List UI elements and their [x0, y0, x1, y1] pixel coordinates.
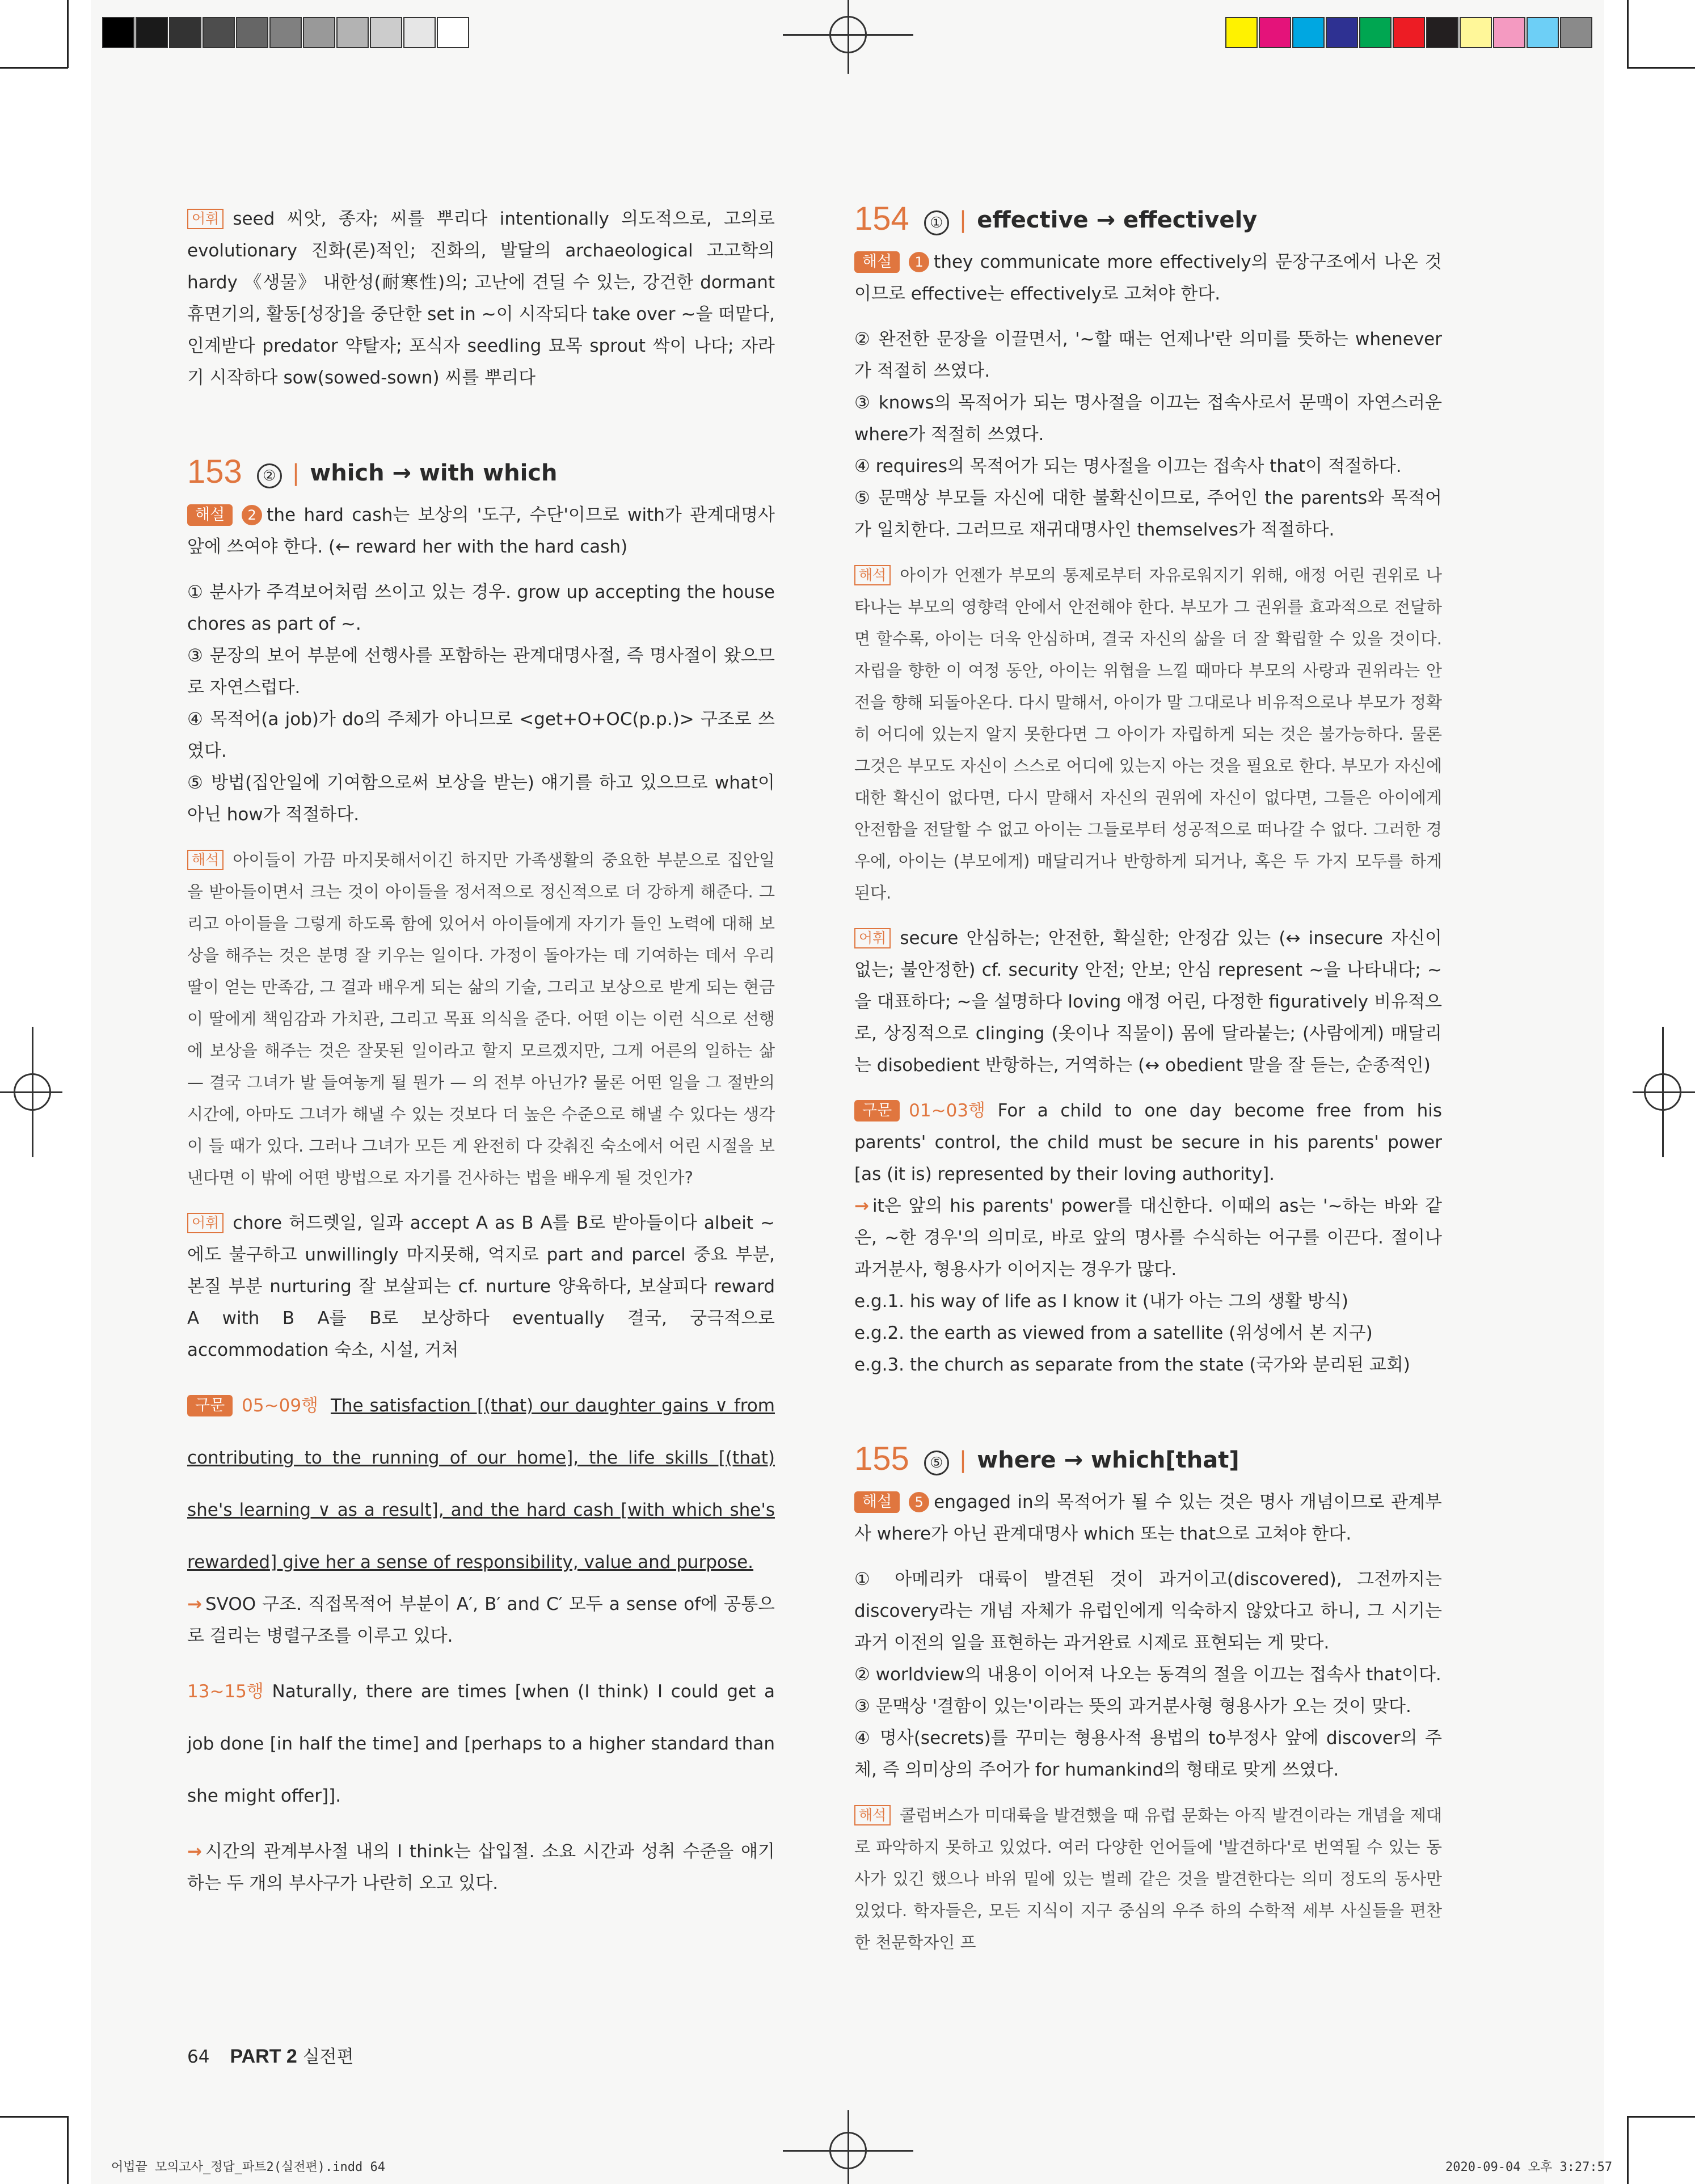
explain-number: 2 [242, 505, 262, 525]
question-number: 155 [854, 1440, 909, 1477]
line-range: 01~03행 [909, 1101, 985, 1121]
color-swatch [136, 17, 168, 48]
vocab-text: secure 안심하는; 안전한, 확실한; 안정감 있는 (↔ insecure 자신이 없는; 불안정한) cf. security 안전; 안보; 안심 represent ~을 나타내다; ~을 대표하다; ~을 설명하다 loving 애정 어린, 다정한 figuratively 비유적으로, 상징적으로 clinging (옷이나 직물이) 몸에 달라붙는; (사람에게) 매달리는 disobedient 반항하는, 거역하는 (↔ obedient 말을 잘 듣는, 순종적인) [854, 928, 1442, 1076]
color-swatch [1359, 17, 1392, 48]
crop-mark [1627, 2116, 1695, 2118]
syntax-note-text: 시간의 관계부사절 내의 I think는 삽입절. 소요 시간과 성취 수준을 얘기하는 두 개의 부사구가 나란히 오고 있다. [187, 1841, 775, 1894]
question-number: 154 [854, 200, 909, 237]
registration-line [847, 2110, 849, 2184]
point-item: ① 분사가 주격보어처럼 쓰이고 있는 경우. grow up accepting the house chores as part of ~. [187, 582, 775, 634]
syntax-analysis [187, 1666, 775, 1822]
translate-text: 아이들이 가끔 마지못해서이긴 하지만 가족생활의 중요한 부분으로 집안일을 받아들이면서 크는 것이 아이들을 정서적으로 정신적으로 더 강하게 해준다. 그리고 아이들을 그렇게 하도록 함에 있어서 아이들에게 자기가 들인 노력에 대해 보상을 해주는 것은 분명 잘 키우는 일이다. 가정이 돌아가는 데 기여하는 데서 우리 딸이 얻는 만족감, 그 결과 배우게 되는 삶의 기술, 그리고 보상으로 받게 되는 현금이 딸에게 책임감과 가치관, 그리고 목표 의식을 준다. 어떤 이는 이런 식으로 선행에 보상을 해주는 것은 잘못된 일이라고 할지 모르겠지만, 그게 어른의 일하는 삶 — 결국 그녀가 발 들여놓게 될 뭔가 — 의 전부 아닌가? 물론 어떤 일을 그 절반의 시간에, 아마도 그녀가 해낼 수 있는 것보다 더 높은 수준으로 해낼 수 있다는 생각이 들 때가 있다. 그러나 그녀가 모든 게 완전히 다 갖춰진 숙소에서 어린 시절을 보낸다면 이 밖에 어떤 방법으로 자기를 건사하는 법을 배우게 될 것인가? [187, 850, 775, 1187]
example-item: e.g.3. the church as separate from the state (국가와 분리된 교회) [854, 1355, 1410, 1375]
syntax-note-text: SVOO 구조. 직접목적어 부분이 A′, B′ and C′ 모두 a sense of에 공통으로 걸리는 병렬구조를 이루고 있다. [187, 1594, 775, 1646]
question-number: 153 [187, 453, 242, 490]
registration-line [0, 1091, 62, 1093]
point-item: ④ requires의 목적어가 되는 명사절을 이끄는 접속사 that이 적절하다. [854, 456, 1402, 477]
question-header-153 [187, 453, 775, 490]
translation [854, 559, 1442, 909]
point-item: ③ 문맥상 '결함이 있는'이라는 뜻의 과거분사형 형용사가 오는 것이 맞다. [854, 1696, 1411, 1717]
question-title: which → with which [310, 460, 558, 486]
translate-text: 콜럼버스가 미대륙을 발견했을 때 유럽 문화는 아직 발견이라는 개념을 제대로 파악하지 못하고 있었다. 여러 다양한 언어들에 '발견하다'로 번역될 수 있는 동사가 있긴 했으나 바위 밑에 있는 벌레 같은 것을 발견한다는 의미 정도의 동사만 있었다. 학자들은, 모든 지식이 지구 중심의 우주 하의 수학적 세부 사실들을 편찬한 천문학자인 프 [854, 1806, 1442, 1952]
registration-line [32, 1027, 33, 1157]
point-item: ④ 명사(secrets)를 꾸미는 형용사적 용법의 to부정사 앞에 discover의 주체, 즉 의미상의 주어가 for humankind의 형태로 맞게 쓰였다. [854, 1728, 1442, 1780]
color-swatch [1292, 17, 1325, 48]
point-item: ③ 문장의 보어 부분에 선행사를 포함하는 관계대명사절, 즉 명사절이 왔으므로 자연스럽다. [187, 646, 775, 698]
vocab-block [187, 1207, 775, 1366]
point-item: ⑤ 문맥상 부모들 자신에 대한 불확신이므로, 주어인 the parents와 목적어가 일치한다. 그러므로 재귀대명사인 themselves가 적절하다. [854, 488, 1442, 540]
vocab-tag: 어휘 [854, 928, 891, 948]
translate-tag: 해석 [854, 565, 891, 585]
color-swatch [370, 17, 402, 48]
syntax-sentence: The satisfaction [(that) our daughter gains ∨ from contributing to the running of our home], the life skills [(that) she's learning ∨ as a result], and the hard cash [with which she's rewarded] give her a sense of responsibility, value and purpose. [187, 1395, 775, 1572]
syntax-note [187, 1836, 775, 1899]
answer-circle: ① [924, 210, 949, 235]
point-item: ② 완전한 문장을 이끌면서, '~할 때는 언제나'란 의미를 뜻하는 whenever가 적절히 쓰였다. [854, 329, 1442, 381]
vocab-block [187, 203, 775, 394]
line-range: 05~09행 [242, 1395, 318, 1416]
point-item: ⑤ 방법(집안일에 기여함으로써 보상을 받는) 얘기를 하고 있으므로 what이 아닌 how가 적절하다. [187, 773, 775, 825]
example-item: e.g.1. his way of life as I know it (내가 아는 그의 생활 방식) [854, 1291, 1348, 1312]
point-item: ② worldview의 내용이 이어져 나오는 동격의 절을 이끄는 접속사 that이다. [854, 1664, 1441, 1685]
color-swatch [1259, 17, 1291, 48]
color-swatch [203, 17, 235, 48]
color-swatch [169, 17, 201, 48]
syntax-sentence: For a child to one day become free from his parents' control, the child must be secure in his parents' power [as (it is) represented by their loving authority]. [854, 1101, 1443, 1184]
explanation [187, 499, 775, 563]
divider-bar: | [959, 1447, 967, 1473]
arrow-icon: → [187, 1594, 202, 1614]
syntax-note [187, 1588, 775, 1652]
arrow-icon: → [854, 1196, 869, 1216]
color-swatch [1426, 17, 1458, 48]
example-item: e.g.2. the earth as viewed from a satellite (위성에서 본 지구) [854, 1323, 1373, 1343]
syntax-tag: 구문 [187, 1395, 233, 1416]
slug-timestamp: 2020-09-04 오후 3:27:57 [1445, 2160, 1613, 2174]
syntax-note [854, 1190, 1442, 1285]
question-title: where → which[that] [977, 1447, 1239, 1473]
divider-bar: | [959, 207, 967, 233]
part-label: PART 2 [230, 2046, 297, 2067]
crop-mark [1627, 67, 1695, 69]
registration-line [1662, 1027, 1664, 1157]
crop-mark [1627, 2116, 1629, 2184]
color-swatch [236, 17, 268, 48]
registration-line [847, 0, 849, 74]
color-swatch [1225, 17, 1258, 48]
vocab-tag: 어휘 [187, 209, 224, 229]
page-footer [187, 2042, 354, 2068]
syntax-analysis [854, 1095, 1442, 1190]
syntax-tag: 구문 [854, 1100, 900, 1121]
vocab-text: seed 씨앗, 종자; 씨를 뿌리다 intentionally 의도적으로, 고의로 evolutionary 진화(론)적인; 진화의, 발달의 archaeological 고고학의 hardy 《생물》 내한성(耐寒性)의; 고난에 견딜 수 있는, 강건한 dormant 휴면기의, 활동[성장]을 중단한 set in ~이 시작되다 take over ~을 떠맡다, 인계받다 predator 약탈자; 포식자 seedling 묘목 sprout 싹이 나다; 자라기 시작하다 sow(sowed-sown) 씨를 뿌리다 [187, 209, 775, 388]
syntax-sentence: Naturally, there are times [when (I think) I could get a job done [in half the time] and [perhaps to a higher standard than she might offer]]. [187, 1681, 775, 1806]
explain-number: 5 [909, 1492, 929, 1512]
vocab-tag: 어휘 [187, 1213, 224, 1233]
explanation [854, 1486, 1442, 1550]
color-swatch [1460, 17, 1492, 48]
crop-mark [1627, 0, 1629, 68]
arrow-icon: → [187, 1841, 202, 1862]
color-swatch [1493, 17, 1525, 48]
divider-bar: | [292, 460, 300, 486]
syntax-analysis [187, 1380, 775, 1588]
question-header-155 [854, 1440, 1442, 1477]
point-item: ① 아메리카 대륙이 발견된 것이 과거이고(discovered), 그전까지는 discovery라는 개념 자체가 유럽인에게 익숙하지 않았다고 하니, 그 시기는 과거 이전의 일을 표현하는 과거완료 시제로 표현되는 게 맞다. [854, 1569, 1442, 1653]
color-swatch [1393, 17, 1425, 48]
explain-tag: 해설 [854, 1491, 900, 1513]
right-column [854, 200, 1443, 1958]
color-swatch [403, 17, 436, 48]
translate-tag: 해석 [187, 850, 224, 870]
crop-mark [0, 2116, 68, 2118]
color-swatch [1326, 17, 1358, 48]
crop-mark [0, 67, 68, 69]
translation [187, 844, 775, 1194]
point-item: ④ 목적어(a job)가 do의 주체가 아니므로 <get+O+OC(p.p.)> 구조로 쓰였다. [187, 709, 775, 761]
slug-file-info: 어법끝 모의고사_정답_파트2(실전편).indd 64 [111, 2160, 385, 2174]
part-name: 실전편 [302, 2047, 354, 2067]
crop-mark [67, 2116, 69, 2184]
color-swatch [1527, 17, 1559, 48]
explain-number: 1 [909, 252, 929, 272]
explain-tag: 해설 [854, 251, 900, 273]
explain-text: the hard cash는 보상의 '도구, 수단'이므로 with가 관계대명사 앞에 쓰여야 한다. (← reward her with the hard cash) [187, 505, 775, 557]
vocab-text: chore 허드렛일, 일과 accept A as B A를 B로 받아들이다 albeit ~에도 불구하고 unwillingly 마지못해, 억지로 part and parcel 중요 부분, 본질 부분 nurturing 잘 보살피는 cf. nurture 양육하다, 보살피다 reward A with B A를 B로 보상하다 eventually 결국, 궁극적으로 accommodation 숙소, 시설, 거처 [187, 1213, 775, 1360]
explain-text: they communicate more effectively의 문장구조에서 나온 것이므로 effective는 effectively로 고쳐야 한다. [854, 252, 1442, 304]
syntax-note-text: it은 앞의 his parents' power를 대신한다. 이때의 as는 '~하는 바와 같은, ~한 경우'의 의미로, 바로 앞의 명사를 수식하는 어구를 이끈다. 절이나 과거분사, 형용사가 이어지는 경우가 많다. [854, 1196, 1442, 1280]
question-title: effective → effectively [977, 207, 1258, 233]
crop-mark [67, 0, 69, 68]
translate-text: 아이가 언젠가 부모의 통제로부터 자유로워지기 위해, 애정 어린 권위로 나타나는 부모의 영향력 안에서 안전해야 한다. 부모가 그 권위를 효과적으로 전달하면 할수록, 아이는 더욱 안심하며, 결국 자신의 삶을 더 잘 확립할 수 있을 것이다. 자립을 향한 이 여정 동안, 아이는 위협을 느낄 때마다 부모의 사랑과 권위라는 안전을 향해 되돌아온다. 다시 말해서, 아이가 말 그대로나 비유적으로나 부모가 정확히 어디에 있는지 알지 못한다면 그 아이가 자립하게 되는 것은 불가능하다. 물론 그것은 부모도 자신이 스스로 어디에 있는지 아는 것을 필요로 한다. 부모가 자신에 대한 확신이 없다면, 다시 말해서 자신의 권위에 자신이 없다면, 그들은 아이에게 안전함을 전달할 수 없고 아이는 그들로부터 성공적으로 떠나갈 수 없다. 그러한 경우에, 아이는 (부모에게) 매달리거나 반항하게 되거나, 혹은 두 가지 모두를 하게 된다. [854, 566, 1442, 903]
color-swatch [437, 17, 469, 48]
question-header-154 [854, 200, 1442, 237]
color-swatch [303, 17, 335, 48]
translate-tag: 해석 [854, 1805, 891, 1825]
vocab-block [854, 922, 1442, 1081]
explain-text: engaged in의 목적어가 될 수 있는 것은 명사 개념이므로 관계부사 where가 아닌 관계대명사 which 또는 that으로 고쳐야 한다. [854, 1492, 1442, 1544]
explain-tag: 해설 [187, 504, 233, 526]
color-swatch [102, 17, 134, 48]
color-swatch [1560, 17, 1592, 48]
answer-circle: ⑤ [924, 1451, 949, 1475]
color-swatch [269, 17, 302, 48]
explanation [854, 246, 1442, 310]
color-swatch [336, 17, 369, 48]
translation [854, 1799, 1442, 1958]
point-item: ③ knows의 목적어가 되는 명사절을 이끄는 접속사로서 문맥이 자연스러운 where가 적절히 쓰였다. [854, 393, 1442, 445]
left-column [187, 203, 775, 1899]
page-number: 64 [187, 2047, 210, 2067]
registration-line [1633, 1091, 1695, 1093]
line-range: 13~15행 [187, 1681, 264, 1702]
answer-circle: ② [257, 463, 282, 488]
